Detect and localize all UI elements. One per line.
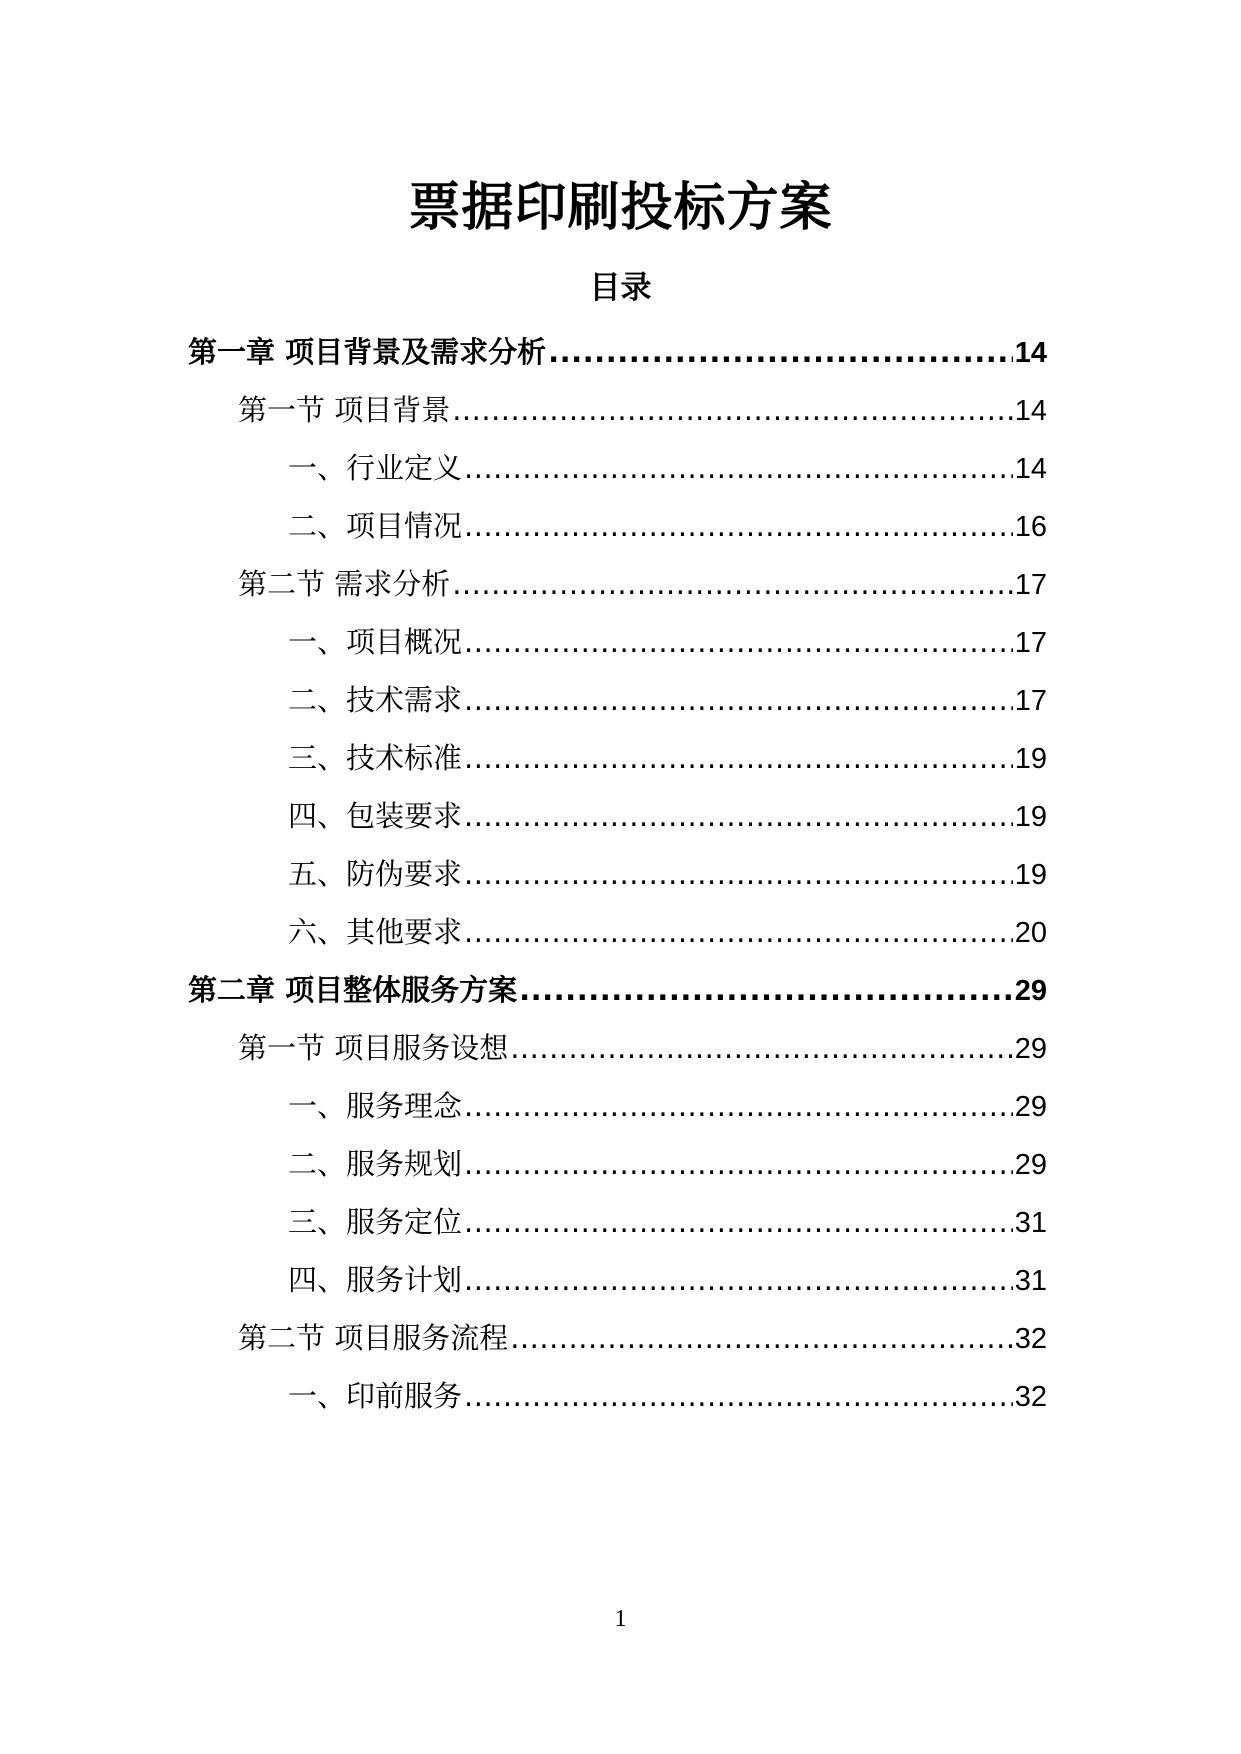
toc-entry-label: 二、项目情况 [288,509,463,543]
toc-entry-page: 14 [1014,395,1047,427]
toc-entry-label: 第一节 项目服务设想 [238,1031,509,1065]
toc-entry-label: 一、服务理念 [288,1089,463,1123]
toc-entry-label: 第二章 项目整体服务方案 [188,973,518,1007]
toc-entry-page: 29 [1014,1149,1047,1181]
toc-entry[interactable] [288,1374,1047,1418]
toc-entry[interactable] [288,1200,1047,1244]
toc-entry-page: 19 [1014,801,1047,833]
toc-entry-label: 六、其他要求 [288,915,463,949]
document-title: 票据印刷投标方案 [408,178,833,238]
toc-entry-label: 第二节 需求分析 [238,567,451,601]
toc-entry-label: 一、行业定义 [288,451,463,485]
toc-entry-label: 第一章 项目背景及需求分析 [188,335,547,369]
toc-entry-page: 17 [1014,627,1047,659]
toc-entry[interactable] [288,620,1047,664]
toc-entry[interactable] [288,910,1047,954]
toc-dot-leader [464,1258,1013,1302]
toc-entry-page: 19 [1014,743,1047,775]
toc-entry-page: 32 [1014,1323,1047,1355]
toc-entry-page: 31 [1014,1265,1047,1297]
toc-entry-page: 14 [1014,337,1047,369]
toc-entry[interactable] [288,1258,1047,1302]
toc-entry-label: 第二节 项目服务流程 [238,1321,509,1355]
toc-entry-page: 29 [1014,1091,1047,1123]
toc-entry-page: 31 [1014,1207,1047,1239]
toc-heading: 目录 [589,270,652,306]
toc-dot-leader [464,1374,1013,1418]
toc-entry[interactable] [188,968,1047,1012]
toc-dot-leader [510,1316,1013,1360]
toc-entry-label: 一、印前服务 [288,1379,463,1413]
toc-dot-leader [464,736,1013,780]
toc-entry[interactable] [238,388,1047,432]
toc-entry-page: 14 [1014,453,1047,485]
toc-dot-leader [464,1142,1013,1186]
toc-dot-leader [452,388,1013,432]
toc-entry-label: 一、项目概况 [288,625,463,659]
toc-entry[interactable] [288,794,1047,838]
toc-entry-label: 五、防伪要求 [288,857,463,891]
toc-entry-page: 19 [1014,859,1047,891]
toc-dot-leader [510,1026,1013,1070]
toc-entry-label: 二、技术需求 [288,683,463,717]
toc-entry[interactable] [288,1142,1047,1186]
toc-dot-leader [464,620,1013,664]
toc-dot-leader [464,504,1013,548]
toc-entry-label: 三、服务定位 [288,1205,463,1239]
toc-entry-label: 四、包装要求 [288,799,463,833]
toc-entry-page: 32 [1014,1381,1047,1413]
toc-entry[interactable] [288,852,1047,896]
toc-entry[interactable] [288,736,1047,780]
toc-dot-leader [464,446,1013,490]
page-number: 1 [614,1606,627,1632]
toc-entry[interactable] [238,1026,1047,1070]
toc-entry[interactable] [288,678,1047,722]
toc-dot-leader [464,910,1013,954]
toc-entry[interactable] [188,330,1047,374]
toc-entry[interactable] [238,1316,1047,1360]
toc-entry[interactable] [238,562,1047,606]
toc-dot-leader [464,1084,1013,1128]
toc-dot-leader [464,794,1013,838]
toc-entry-label: 第一节 项目背景 [238,393,451,427]
toc-entry-page: 29 [1014,975,1047,1007]
toc-entry[interactable] [288,1084,1047,1128]
toc-entry[interactable] [288,446,1047,490]
toc-dot-leader [464,852,1013,896]
toc-entry-page: 17 [1014,685,1047,717]
toc-entry-label: 三、技术标准 [288,741,463,775]
toc-entry-page: 29 [1014,1033,1047,1065]
toc-entry-page: 20 [1014,917,1047,949]
toc-entry-page: 16 [1014,511,1047,543]
toc-dot-leader [548,330,1013,374]
toc-entry-label: 二、服务规划 [288,1147,463,1181]
toc-entry-label: 四、服务计划 [288,1263,463,1297]
toc-entry-page: 17 [1014,569,1047,601]
toc-dot-leader [464,678,1013,722]
toc-dot-leader [452,562,1013,606]
toc-entry[interactable] [288,504,1047,548]
toc-dot-leader [464,1200,1013,1244]
toc-dot-leader [519,968,1013,1012]
